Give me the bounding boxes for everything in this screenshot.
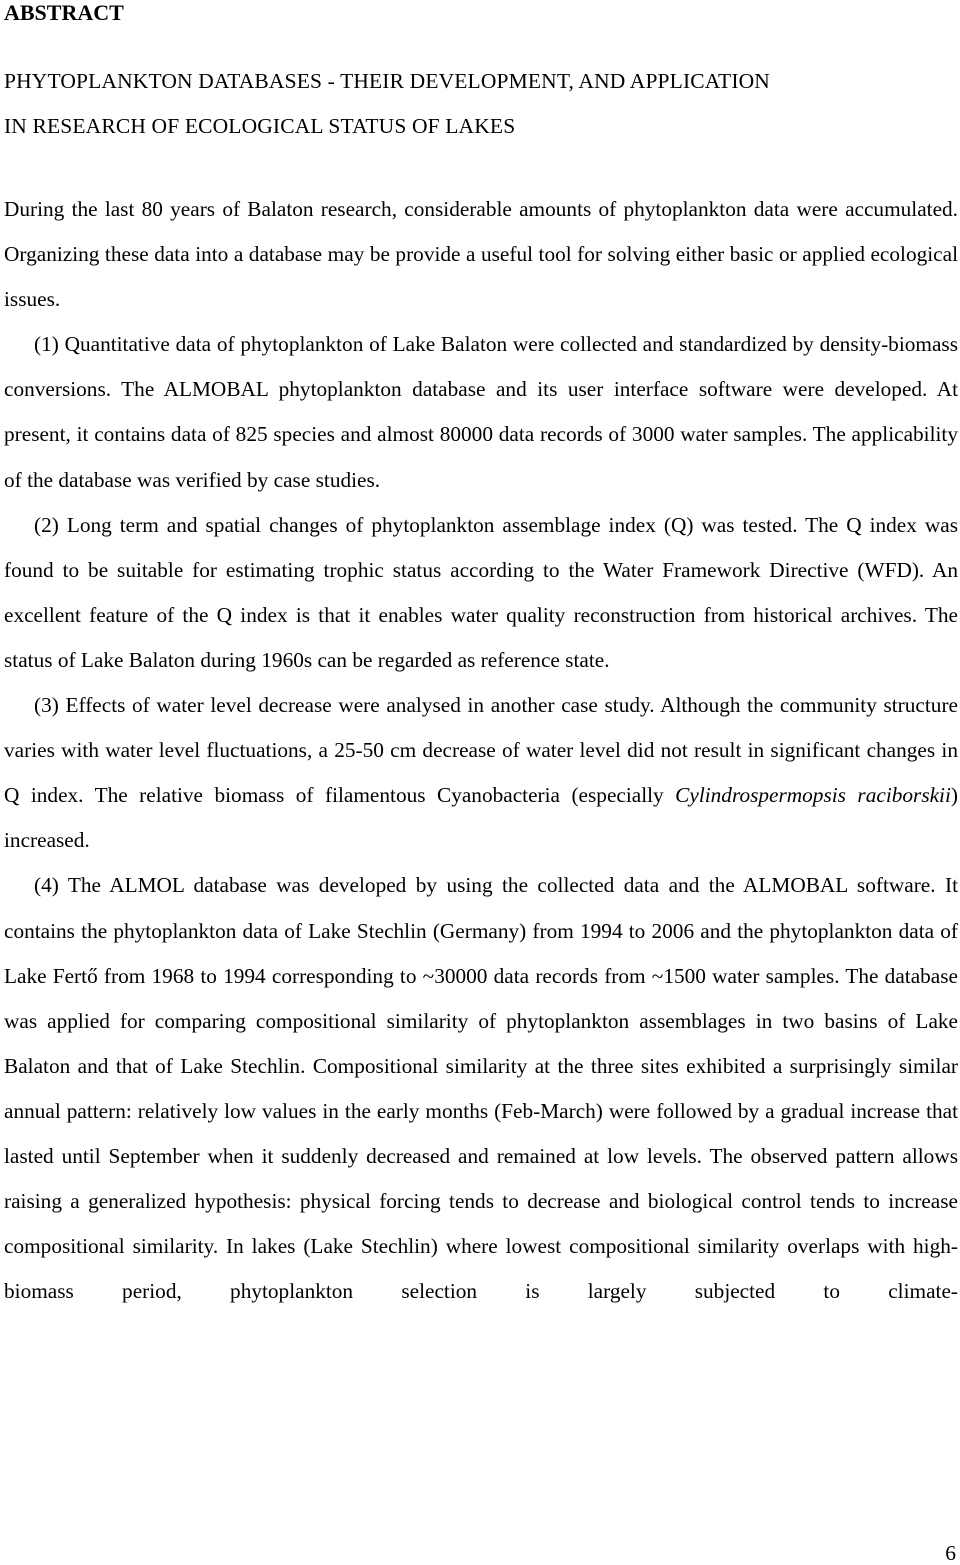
paragraph-3-text-after: ) increased. (4, 783, 958, 853)
species-name: Cylindrospermopsis raciborskii (675, 783, 951, 808)
section-heading: ABSTRACT (4, 0, 124, 25)
document-title (4, 59, 958, 149)
paragraph-3 (4, 683, 958, 863)
title-line-1: PHYTOPLANKTON DATABASES - THEIR DEVELOPMENT, AND APPLICATION (4, 69, 770, 93)
abstract-body (4, 187, 958, 1314)
paragraph-4: (4) The ALMOL database was developed by using the collected data and the ALMOBAL software. It contains the phytoplankton data of Lake Stechlin (Germany) from 1994 to 2006 and the phytoplankton data of Lake Fertő from 1968 to 1994 corresponding to ~30000 data records from ~1500 water samples. The database was applied for comparing compositional similarity of phytoplankton assemblages in two basins of Lake Balaton and that of Lake Stechlin. Compositional similarity at the three sites exhibited a surprisingly similar annual pattern: relatively low values in the early months (Feb-March) were followed by a gradual increase that lasted until September when it suddenly decreased and remained at low levels. The observed pattern allows raising a generalized hypothesis: physical forcing tends to decrease and biological control tends to increase compositional similarity. In lakes (Lake Stechlin) where lowest compositional similarity overlaps with high-biomass period, phytoplankton selection is largely subjected to climate- (4, 873, 958, 1304)
paragraph-2: (2) Long term and spatial changes of phytoplankton assemblage index (Q) was tested. The Q index was found to be suitable for estimating trophic status according to the Water Framework Directive (WFD). An excellent feature of the Q index is that it enables water quality reconstruction from historical archives. The status of Lake Balaton during 1960s can be regarded as reference state. (4, 512, 958, 672)
intro-paragraph: During the last 80 years of Balaton research, considerable amounts of phytoplankton data were accumulated. Organizing these data into a database may be provide a useful tool for solving either basic or applied ecological issues. (4, 197, 958, 312)
title-line-2: IN RESEARCH OF ECOLOGICAL STATUS OF LAKES (4, 114, 516, 138)
page-number: 6 (945, 1541, 956, 1565)
paragraph-3-text-before: (3) Effects of water level decrease were analysed in another case study. Although the community structure varies with water level fluctuations, a 25-50 cm decrease of water level did not result in significant changes in Q index. The relative biomass of filamentous Cyanobacteria (especially (4, 693, 958, 808)
paragraph-1: (1) Quantitative data of phytoplankton of Lake Balaton were collected and standardized by density-biomass conversions. The ALMOBAL phytoplankton database and its user interface software were developed. At present, it contains data of 825 species and almost 80000 data records of 3000 water samples. The applicability of the database was verified by case studies. (4, 332, 958, 492)
document-page (4, 0, 958, 1314)
